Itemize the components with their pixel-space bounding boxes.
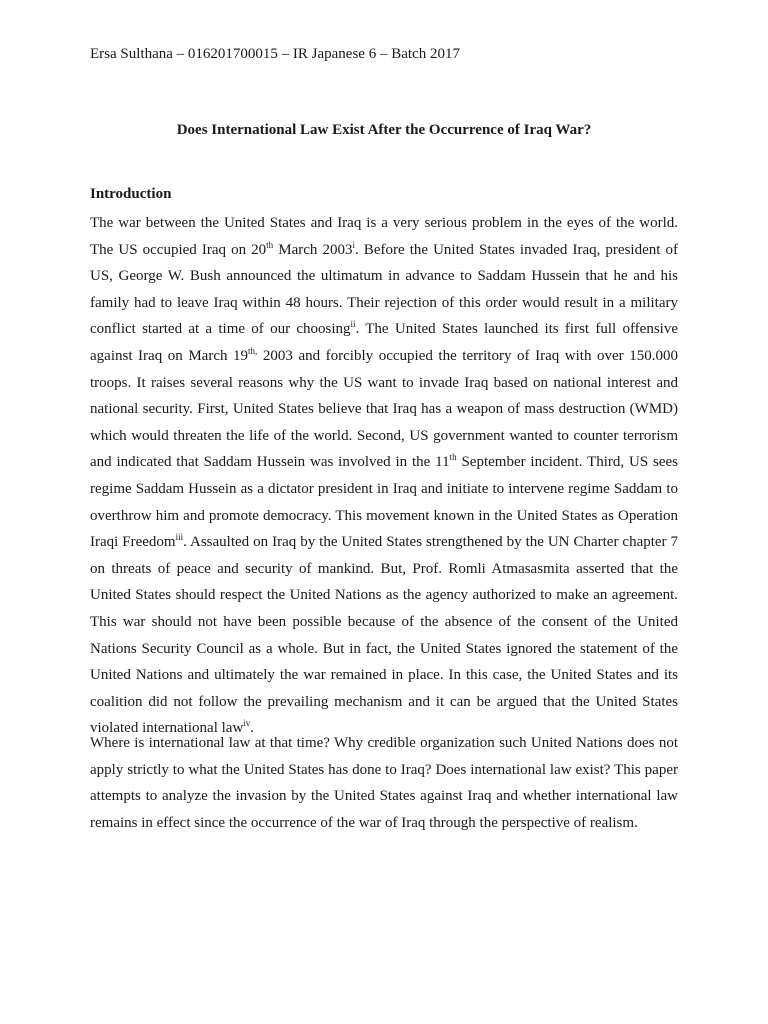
footnote-ref-i: i — [352, 239, 355, 250]
text-run: . — [250, 720, 255, 737]
text-run: . Before the United States invaded Iraq, president of US, George W. Bush announced the ultimatum in advance to Saddam Hussein that he and his family had to leave Iraq within 48 hours. Their rejection of this order would result in a military conflict started at a time of our choosing — [90, 241, 678, 338]
footnote-ref-iv: iv — [243, 718, 251, 729]
superscript-ordinal: th — [266, 239, 274, 250]
page-header: Ersa Sulthana – 016201700015 – IR Japanese 6 – Batch 2017 — [90, 46, 460, 62]
footnote-ref-ii: ii — [350, 319, 356, 330]
text-run: 2003 and forcibly occupied the territory of Iraq with over 150.000 troops. It raises several reasons why the US want to invade Iraq based on national interest and national security. First, United States believe that Iraq has a weapon of mass destruction (WMD) which would threaten the life of the world. Second, US government wanted to counter terrorism and indicated that Saddam Hussein was involved in the 11 — [90, 347, 678, 471]
text-run: March 2003 — [273, 241, 353, 258]
section-heading-introduction: Introduction — [90, 186, 172, 202]
introduction-paragraph-2: Where is international law at that time? Why credible organization such United Nations does not apply strictly to what the United States has done to Iraq? Does international law exist? This paper attempts to analyze the invasion by the United States against Iraq and whether international law remains in effect since the occurrence of the war of Iraq through the perspective of realism. — [90, 735, 678, 831]
superscript-ordinal: th, — [248, 345, 258, 356]
footnote-ref-iii: iii — [175, 532, 184, 543]
document-title: Does International Law Exist After the Occurrence of Iraq War? — [176, 122, 592, 138]
superscript-ordinal: th — [449, 452, 457, 463]
text-run: . The United States launched its first full offensive against Iraq on March 19 — [90, 321, 678, 364]
text-run: The war between the United States and Iraq is a very serious problem in the eyes of the world. The US occupied Iraq on 20 — [90, 215, 678, 258]
introduction-paragraph-1 — [90, 210, 678, 742]
text-run: . Assaulted on Iraq by the United States strengthened by the UN Charter chapter 7 on threats of peace and security of mankind. But, Prof. Romli Atmasasmita asserted that the United States should respect the United Nations as the agency authorized to make an agreement. This war should not have been possible because of the absence of the consent of the United Nations Security Council as a whole. But in fact, the United States ignored the statement of the United Nations and ultimately the war remained in place. In this case, the United States and its coalition did not follow the prevailing mechanism and it can be argued that the United States violated international law — [90, 534, 679, 737]
text-run: September incident. Third, US sees regime Saddam Hussein as a dictator president in Iraq and initiate to intervene regime Saddam to overthrow him and promote democracy. This movement known in the United States as Operation Iraqi Freedom — [90, 454, 678, 551]
